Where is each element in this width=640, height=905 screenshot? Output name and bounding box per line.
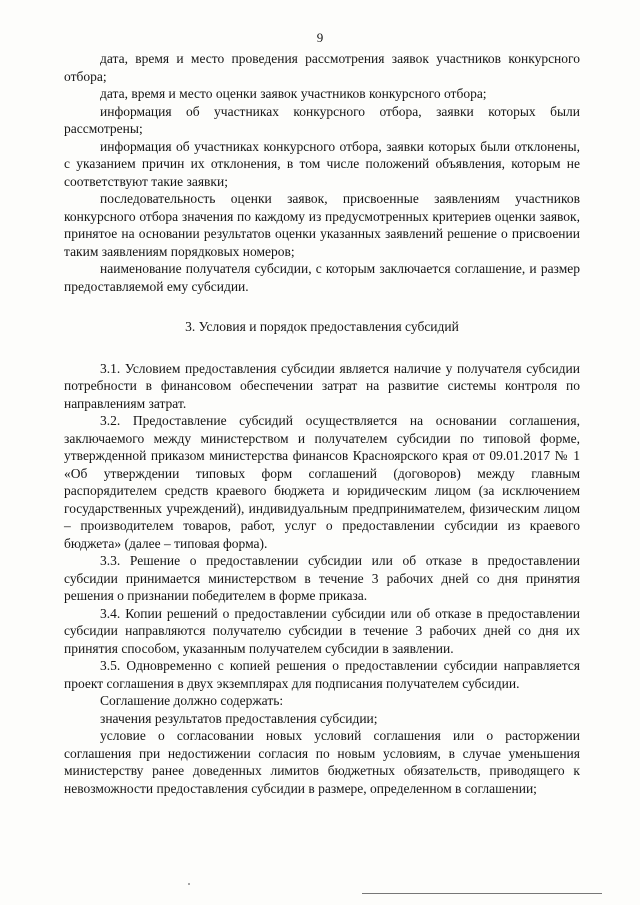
bottom-rule — [362, 893, 602, 894]
list-item: последовательность оценки заявок, присвоенные заявлениям участников конкурсного отбора значения по каждому из предусмотренных критериев оценки заявок, принятое на основании результатов оценки указанных заявлений решение о присвоении таким заявлениям порядковых номеров; — [64, 191, 580, 259]
document-body — [64, 50, 580, 797]
clause-3-2: 3.2. Предоставление субсидий осуществляется на основании соглашения, заключаемого между министерством и получателем субсидии по типовой форме, утвержденной приказом министерства финансов Красноярского края от 09.01.2017 № 1 «Об утверждении типовых форм соглашений (договоров) между главным распорядителем средств краевого бюджета и юридическим лицом (за исключением государственных учреждений), индивидуальным предпринимателем, физическим лицом – производителем товаров, работ, услуг о предоставлении субсидии из краевого бюджета» (далее – типовая форма). — [64, 413, 580, 551]
agreement-intro: Соглашение должно содержать: — [100, 693, 284, 708]
agreement-item: условие о согласовании новых условий соглашения или о расторжении соглашения при недостижении согласия по новым условиям, в случае уменьшения министерству ранее доведенных лимитов бюджетных обязательств, приводящего к невозможности предоставления субсидии в размере, определенном в соглашении; — [64, 728, 580, 796]
list-item: информация об участниках конкурсного отбора, заявки которых были отклонены, с указанием причин их отклонения, в том числе положений объявления, которым не соответствуют такие заявки; — [64, 138, 580, 189]
list-item: дата, время и место проведения рассмотрения заявок участников конкурсного отбора; — [64, 51, 580, 84]
clause-3-3: 3.3. Решение о предоставлении субсидии или об отказе в предоставлении субсидии принимается министерством в течение 3 рабочих дней со дня принятия решения о признании победителем в форме приказа. — [64, 553, 580, 603]
clause-3-5: 3.5. Одновременно с копией решения о предоставлении субсидии направляется проект соглашения в двух экземплярах для подписания получателем субсидии. — [64, 658, 580, 691]
list-item: наименование получателя субсидии, с которым заключается соглашение, и размер предоставляемой ему субсидии. — [64, 261, 580, 294]
clause-3-1: 3.1. Условием предоставления субсидии является наличие у получателя субсидии потребности в финансовом обеспечении затрат на развитие системы контроля по направлениям затрат. — [64, 360, 580, 411]
agreement-item: значения результатов предоставления субсидии; — [100, 710, 378, 726]
clause-3-4: 3.4. Копии решений о предоставлении субсидии или об отказе в предоставлении субсидии направляются получателю субсидии в течение 3 рабочих дней со дня их принятия способом, указанным получателем субсидии в заявлении. — [64, 605, 580, 656]
list-item: дата, время и место оценки заявок участников конкурсного отбора; — [100, 86, 487, 101]
page-number: 9 — [316, 30, 324, 45]
section-heading: 3. Условия и порядок предоставления субсидий — [185, 319, 459, 334]
scan-speck — [188, 883, 190, 885]
list-item: информация об участниках конкурсного отбора, заявки которых были рассмотрены; — [64, 103, 580, 136]
